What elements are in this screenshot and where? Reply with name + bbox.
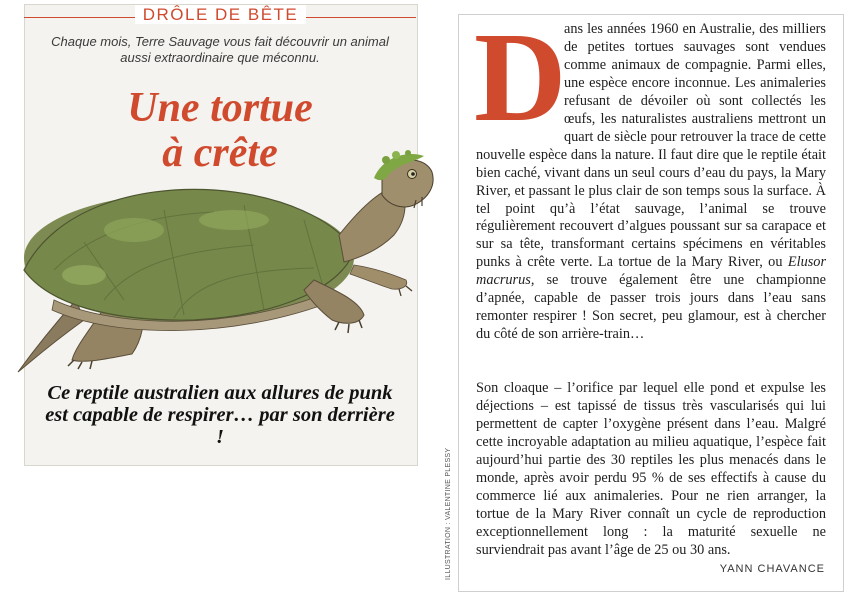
intro-text: Chaque mois, Terre Sauvage vous fait découvrir un animal aussi extraordinaire que méconnu. — [51, 34, 389, 65]
drop-cap-space — [476, 21, 564, 129]
article-paragraph-2: Son cloaque – l’orifice par lequel elle pond et expulse les déjections – est tapissé de tissus très vascularisés qui lui permettent de capter l’oxygène présent dans l’eau. Malgré cette incroyable adaptation au milieu aquatique, l’espèce fait aujourd’hui partie des 30 reptiles les plus menacés dans le monde, après avoir perdu 95 % de ses effectifs à cause du commerce lié aux animaleries. Pour ne rien arranger, la tortue de la Mary River connaît un cycle de reproduction exceptionnellement long : la maturité sexuelle ne surviendrait pas avant l’âge de 25 ou 30 ans. — [476, 380, 826, 558]
drop-cap: D — [474, 6, 567, 148]
author-byline: YANN CHAVANCE — [719, 563, 825, 575]
illustration-caption: Ce reptile australien aux allures de punk est capable de respirer… par son derrière ! — [45, 382, 395, 448]
headline-line-1: Une tortue — [127, 85, 313, 131]
turtle-illustration — [14, 150, 434, 375]
article-paragraph-1 — [476, 21, 826, 344]
species-name: Elusor macrurus — [476, 254, 827, 289]
article-paragraph-1-text: ans les années 1960 en Australie, des milliers de petites tortues sauvages sont vendues comme animaux de compagnie. Parmi elles, une espèce encore inconnue. Les animaleries refusant de dévoiler où sont collectés les œufs, les naturalistes australiens mettront un quart de siècle pour retrouver la trace de cette nouvelle espèce dans la nature. Il faut dire que le reptile était bien caché, vivant dans un seul cours d’eau du pays, la Mary River, et passant le plus clair de son temps sous la surface. À tel point qu’à l’état sauvage, l’animal se trouve régulièrement recouvert d’algues poussant sur sa carapace et sur sa tête, transformant certains spécimens en véritables punks à crête verte. La tortue de la Mary River, ou — [476, 21, 826, 271]
rubric-label: DRÔLE DE BÊTE — [135, 5, 307, 24]
article-paragraph-1-end: , se trouve également être une championne d’apnée, capable de passer trois jours dans l’eau sans remonter respirer ! Son secret, peu glamour, est à chercher du côté de son arrière-train… — [476, 272, 826, 343]
headline-line-2: à crête — [162, 130, 278, 176]
rubric — [0, 5, 441, 25]
illustration-credit: ILLUSTRATION : VALENTINE PLESSY — [445, 447, 452, 580]
